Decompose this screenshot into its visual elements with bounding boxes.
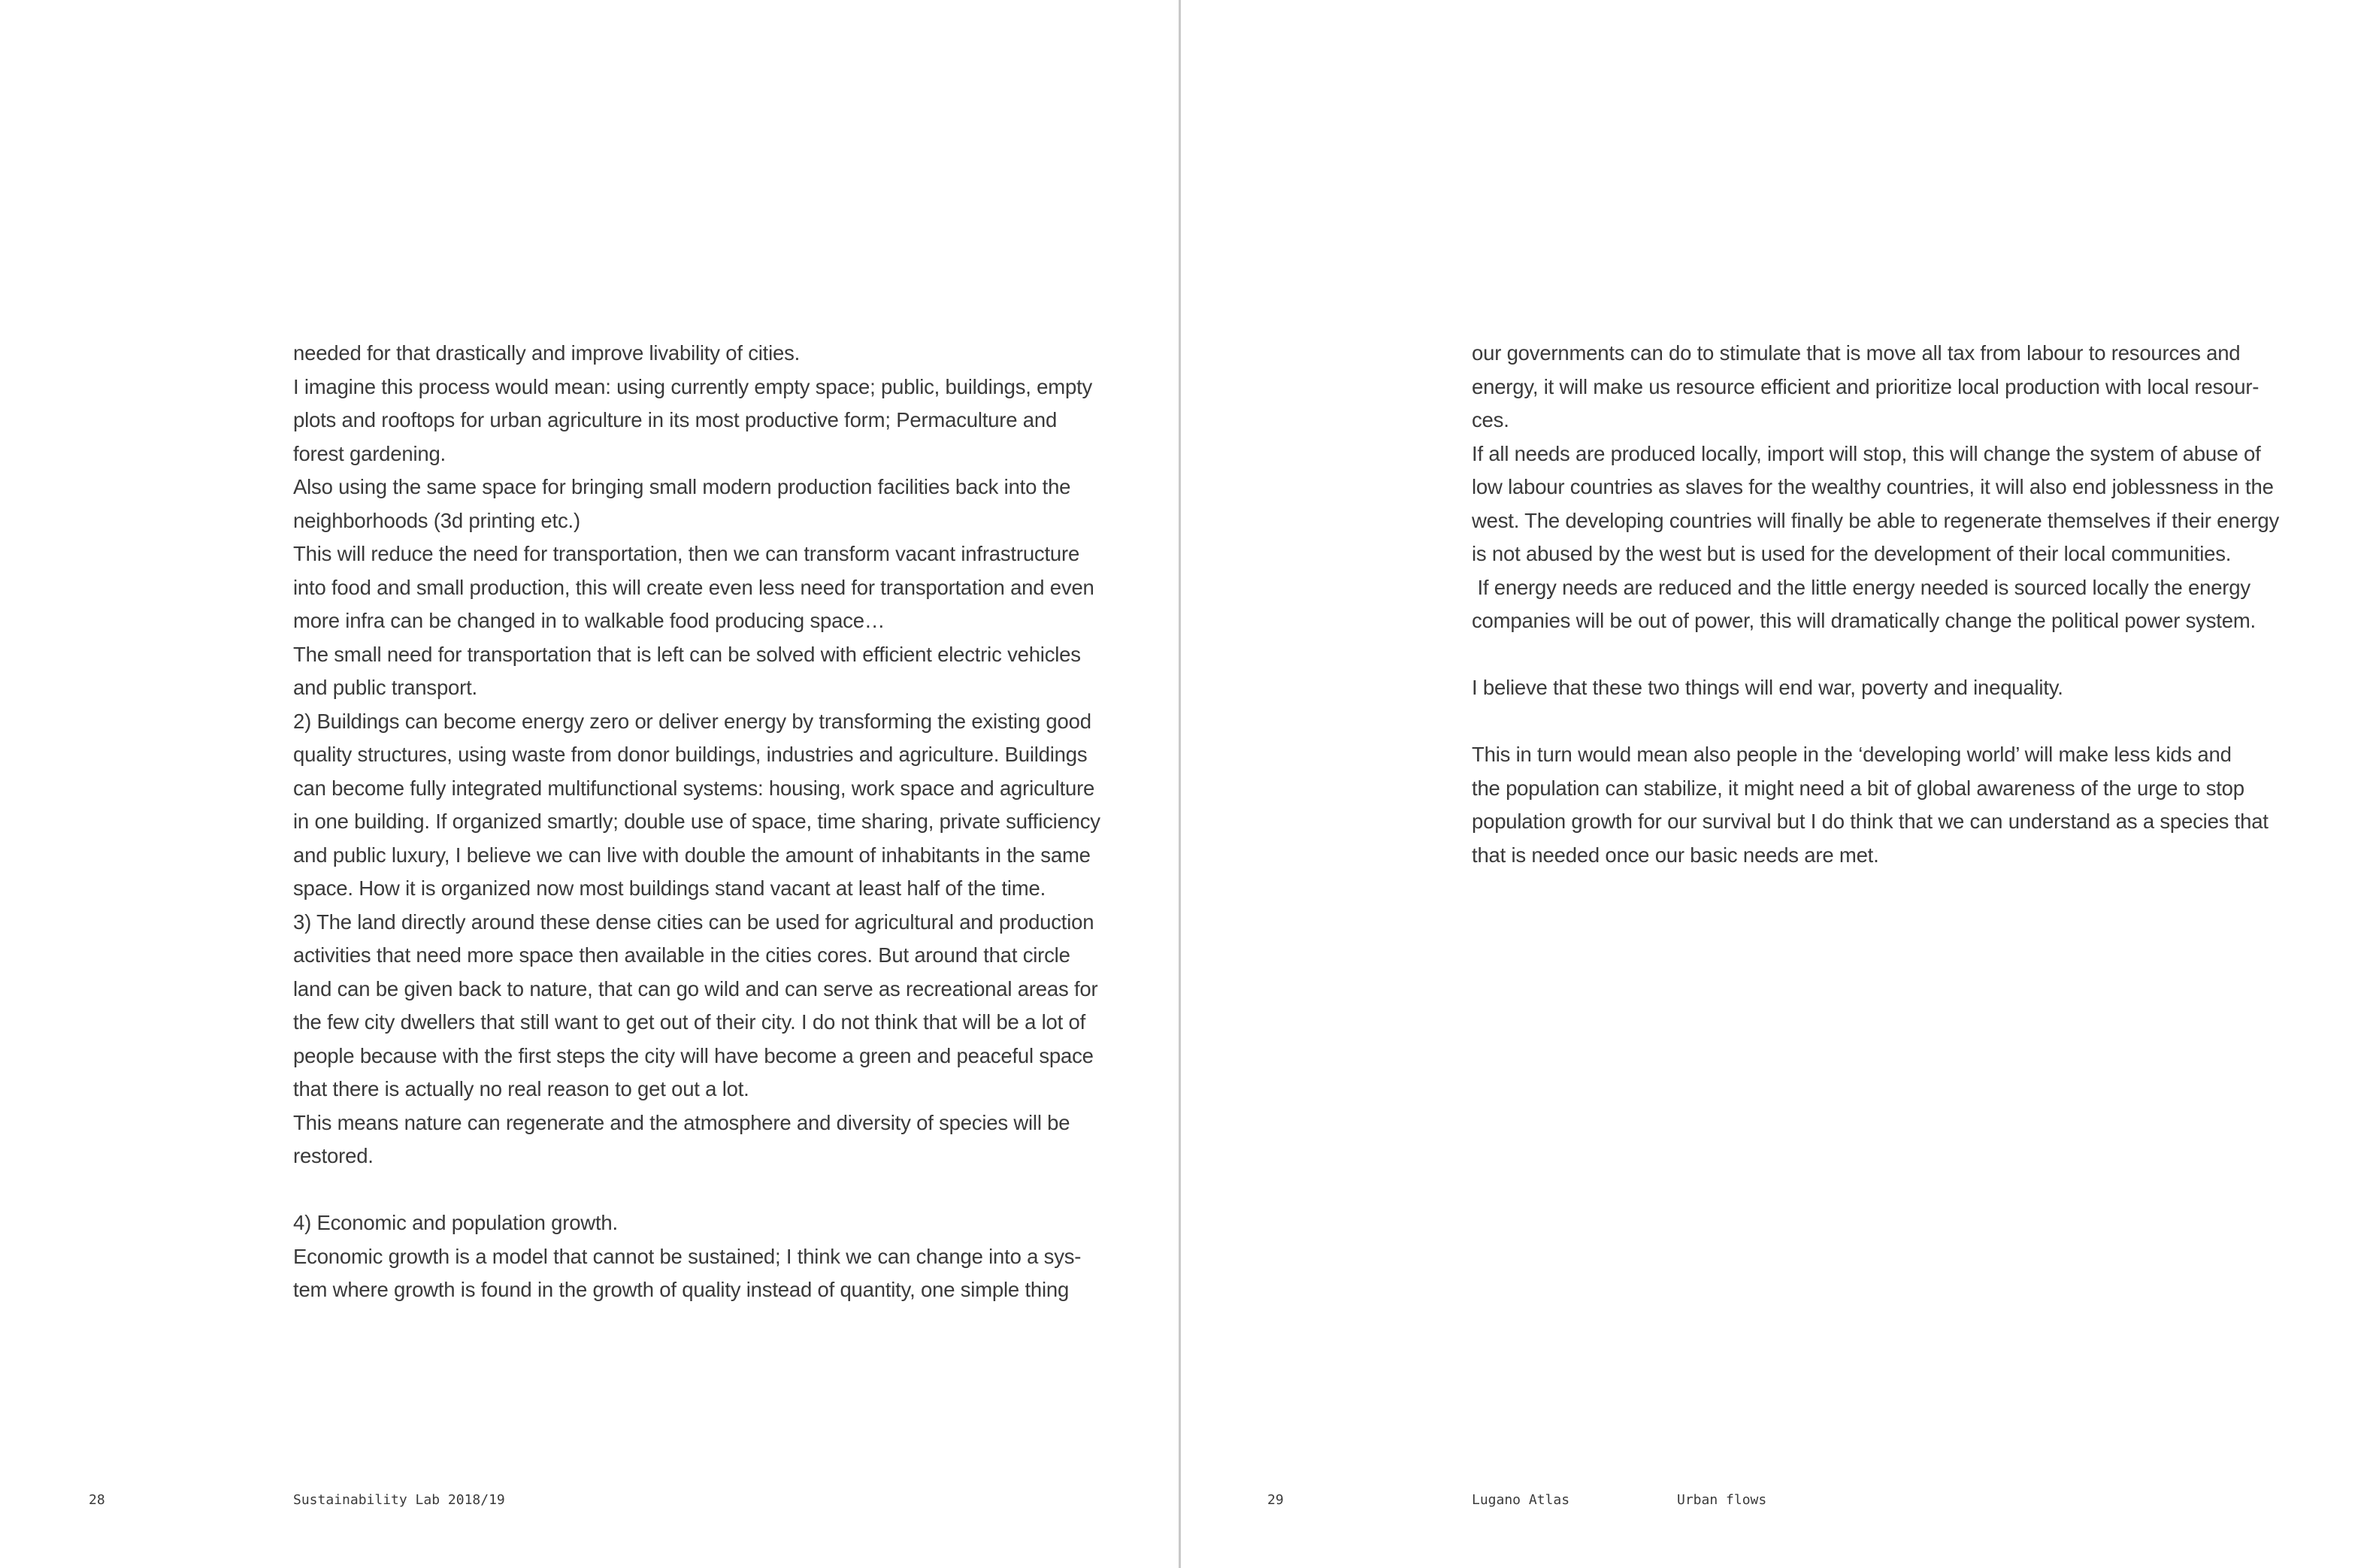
running-title: Lugano Atlas xyxy=(1472,1492,1570,1508)
right-body-text xyxy=(1472,337,2299,872)
section-title: Urban flows xyxy=(1677,1492,1767,1508)
text-line: and public luxury, I believe we can live with double the amount of inhabitants in the same xyxy=(293,843,1091,867)
text-line: people because with the first steps the city will have become a green and peaceful space xyxy=(293,1043,1094,1067)
text-line: If energy needs are reduced and the little energy needed is sourced locally the energy xyxy=(1472,575,2250,599)
page-number: 29 xyxy=(1267,1492,1284,1508)
text-line: forest gardening. xyxy=(293,441,446,465)
text-line: Economic growth is a model that cannot be sustained; I think we can change into a sys- xyxy=(293,1244,1082,1268)
text-line: 2) Buildings can become energy zero or deliver energy by transforming the existing good xyxy=(293,709,1091,733)
text-line: restored. xyxy=(293,1144,374,1167)
text-line: ces. xyxy=(1472,408,1509,431)
left-page xyxy=(0,0,1180,1568)
page-gutter-divider xyxy=(1179,0,1181,1568)
left-body-text xyxy=(293,337,1112,1307)
text-line: needed for that drastically and improve livability of cities. xyxy=(293,341,801,365)
text-line: This will reduce the need for transportation, then we can transform vacant infrastructure xyxy=(293,542,1080,565)
text-line: quality structures, using waste from donor buildings, industries and agriculture. Buildings xyxy=(293,743,1088,766)
page-number: 28 xyxy=(89,1492,105,1508)
text-line: activities that need more space then available in the cities cores. But around that circle xyxy=(293,943,1070,967)
text-line: into food and small production, this will create even less need for transportation and even xyxy=(293,575,1094,599)
text-line: tem where growth is found in the growth of quality instead of quantity, one simple thing xyxy=(293,1278,1070,1301)
text-line: neighborhoods (3d printing etc.) xyxy=(293,508,580,532)
text-line: our governments can do to stimulate that is move all tax from labour to resources and xyxy=(1472,341,2241,365)
text-line: more infra can be changed in to walkable food producing space… xyxy=(293,609,885,632)
right-page xyxy=(1182,0,2367,1568)
text-line: I believe that these two things will end war, poverty and inequality. xyxy=(1472,676,2063,699)
running-title: Sustainability Lab 2018/19 xyxy=(293,1492,505,1508)
text-line: space. How it is organized now most buildings stand vacant at least half of the time. xyxy=(293,876,1046,900)
text-line: 4) Economic and population growth. xyxy=(293,1211,618,1234)
text-line: in one building. If organized smartly; double use of space, time sharing, private sufficiency xyxy=(293,810,1100,833)
text-line: This means nature can regenerate and the atmosphere and diversity of species will be xyxy=(293,1110,1070,1134)
text-line: If all needs are produced locally, import will stop, this will change the system of abuse of xyxy=(1472,441,2261,465)
text-line: the population can stabilize, it might need a bit of global awareness of the urge to stop xyxy=(1472,776,2244,800)
text-line: low labour countries as slaves for the wealthy countries, it will also end joblessness in the xyxy=(1472,475,2274,498)
text-line: is not abused by the west but is used for the development of their local communities. xyxy=(1472,542,2232,565)
text-line: west. The developing countries will finally be able to regenerate themselves if their energy xyxy=(1472,508,2280,532)
text-line: and public transport. xyxy=(293,676,477,699)
text-line: can become fully integrated multifunctional systems: housing, work space and agriculture xyxy=(293,776,1095,800)
blank-line xyxy=(293,1173,1112,1207)
text-line: 3) The land directly around these dense cities can be used for agricultural and production xyxy=(293,910,1094,934)
text-line: I imagine this process would mean: using currently empty space; public, buildings, empty xyxy=(293,374,1093,398)
blank-line xyxy=(1472,705,2299,739)
text-line: Also using the same space for bringing small modern production facilities back into the xyxy=(293,475,1071,498)
text-line: land can be given back to nature, that can go wild and can serve as recreational areas for xyxy=(293,976,1098,1000)
text-line: that is needed once our basic needs are met. xyxy=(1472,843,1879,867)
text-line: plots and rooftops for urban agriculture in its most productive form; Permaculture and xyxy=(293,408,1058,431)
text-line: companies will be out of power, this will dramatically change the political power system. xyxy=(1472,609,2256,632)
text-line: This in turn would mean also people in the ‘developing world’ will make less kids and xyxy=(1472,743,2232,766)
text-line: that there is actually no real reason to get out a lot. xyxy=(293,1077,749,1100)
text-line: The small need for transportation that is left can be solved with efficient electric vehicles xyxy=(293,642,1081,666)
text-line: the few city dwellers that still want to get out of their city. I do not think that will be a lot of xyxy=(293,1010,1086,1034)
blank-line xyxy=(1472,638,2299,672)
text-line: population growth for our survival but I do think that we can understand as a species that xyxy=(1472,810,2269,833)
text-line: energy, it will make us resource efficient and prioritize local production with local resour- xyxy=(1472,374,2260,398)
